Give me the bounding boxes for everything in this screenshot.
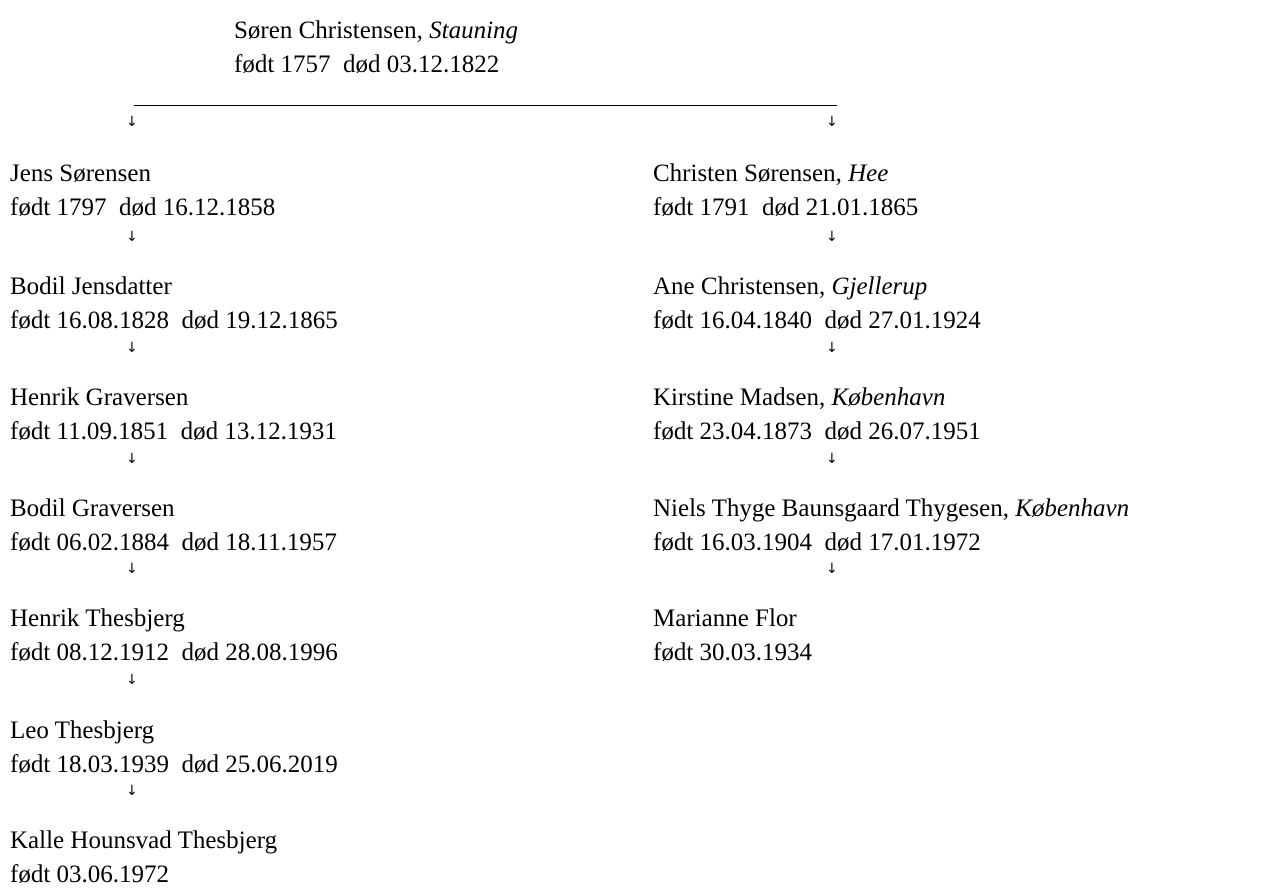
down-arrow-icon: ↓ xyxy=(126,229,138,245)
person-name-line xyxy=(653,602,812,636)
right-person-4 xyxy=(653,492,1129,560)
person-name: Henrik Graversen xyxy=(10,384,189,411)
person-name-line xyxy=(10,602,338,636)
person-name: Søren Christensen xyxy=(234,17,417,44)
person-place: København xyxy=(831,384,946,411)
person-name: Kalle Hounsvad Thesbjerg xyxy=(10,827,278,854)
person-dates: født 1757 død 03.12.1822 xyxy=(234,51,500,78)
left-person-1 xyxy=(10,157,275,225)
person-name: Bodil Jensdatter xyxy=(10,273,172,300)
down-arrow-icon: ↓ xyxy=(126,561,138,577)
left-person-5 xyxy=(10,602,338,670)
person-dates: født 30.03.1934 xyxy=(653,639,813,666)
person-place: Stauning xyxy=(429,17,519,44)
person-dates: født 11.09.1851 død 13.12.1931 xyxy=(10,418,337,445)
down-arrow-icon: ↓ xyxy=(826,114,838,130)
person-place: Hee xyxy=(848,160,889,187)
person-place: Gjellerup xyxy=(831,273,928,300)
person-dates: født 16.08.1828 død 19.12.1865 xyxy=(10,307,338,334)
name-separator: , xyxy=(818,273,832,300)
down-arrow-icon: ↓ xyxy=(826,229,838,245)
person-dates: født 16.04.1840 død 27.01.1924 xyxy=(653,307,981,334)
person-dates: født 08.12.1912 død 28.08.1996 xyxy=(10,639,338,666)
person-name-line xyxy=(234,14,518,48)
down-arrow-icon: ↓ xyxy=(126,114,138,130)
right-person-1 xyxy=(653,157,918,225)
down-arrow-icon: ↓ xyxy=(826,340,838,356)
person-name-line xyxy=(10,157,275,191)
person-dates: født 16.03.1904 død 17.01.1972 xyxy=(653,529,981,556)
left-person-4 xyxy=(10,492,337,560)
branch-connector-line xyxy=(134,105,837,106)
name-separator: , xyxy=(416,17,430,44)
down-arrow-icon: ↓ xyxy=(126,451,138,467)
left-person-6 xyxy=(10,714,338,782)
person-name: Bodil Graversen xyxy=(10,495,175,522)
down-arrow-icon: ↓ xyxy=(126,783,138,799)
person-dates: født 03.06.1972 xyxy=(10,861,170,888)
down-arrow-icon: ↓ xyxy=(826,561,838,577)
person-name: Jens Sørensen xyxy=(10,160,151,187)
person-name: Henrik Thesbjerg xyxy=(10,605,185,632)
person-name: Leo Thesbjerg xyxy=(10,717,155,744)
person-name-line xyxy=(653,157,918,191)
person-name-line xyxy=(10,824,277,858)
person-name: Marianne Flor xyxy=(653,605,797,632)
person-name: Kirstine Madsen xyxy=(653,384,819,411)
person-name: Christen Sørensen xyxy=(653,160,836,187)
person-name-line xyxy=(653,381,981,415)
right-person-2 xyxy=(653,270,981,338)
down-arrow-icon: ↓ xyxy=(126,672,138,688)
person-name: Ane Christensen xyxy=(653,273,819,300)
person-dates: født 23.04.1873 død 26.07.1951 xyxy=(653,418,981,445)
person-dates: født 18.03.1939 død 25.06.2019 xyxy=(10,751,338,778)
person-name-line xyxy=(10,714,338,748)
person-name-line xyxy=(10,492,337,526)
left-person-7 xyxy=(10,824,277,892)
down-arrow-icon: ↓ xyxy=(126,340,138,356)
person-name-line xyxy=(10,381,337,415)
name-separator: , xyxy=(818,384,832,411)
down-arrow-icon: ↓ xyxy=(826,451,838,467)
person-dates: født 1791 død 21.01.1865 xyxy=(653,194,919,221)
name-separator: , xyxy=(1002,495,1016,522)
left-person-2 xyxy=(10,270,338,338)
right-person-5 xyxy=(653,602,812,670)
right-person-3 xyxy=(653,381,981,449)
person-name-line xyxy=(10,270,338,304)
person-name: Niels Thyge Baunsgaard Thygesen xyxy=(653,495,1003,522)
person-name-line xyxy=(653,270,981,304)
person-place: København xyxy=(1015,495,1130,522)
person-dates: født 1797 død 16.12.1858 xyxy=(10,194,276,221)
root-person xyxy=(234,14,518,82)
left-person-3 xyxy=(10,381,337,449)
person-name-line xyxy=(653,492,1129,526)
person-dates: født 06.02.1884 død 18.11.1957 xyxy=(10,529,337,556)
name-separator: , xyxy=(835,160,849,187)
